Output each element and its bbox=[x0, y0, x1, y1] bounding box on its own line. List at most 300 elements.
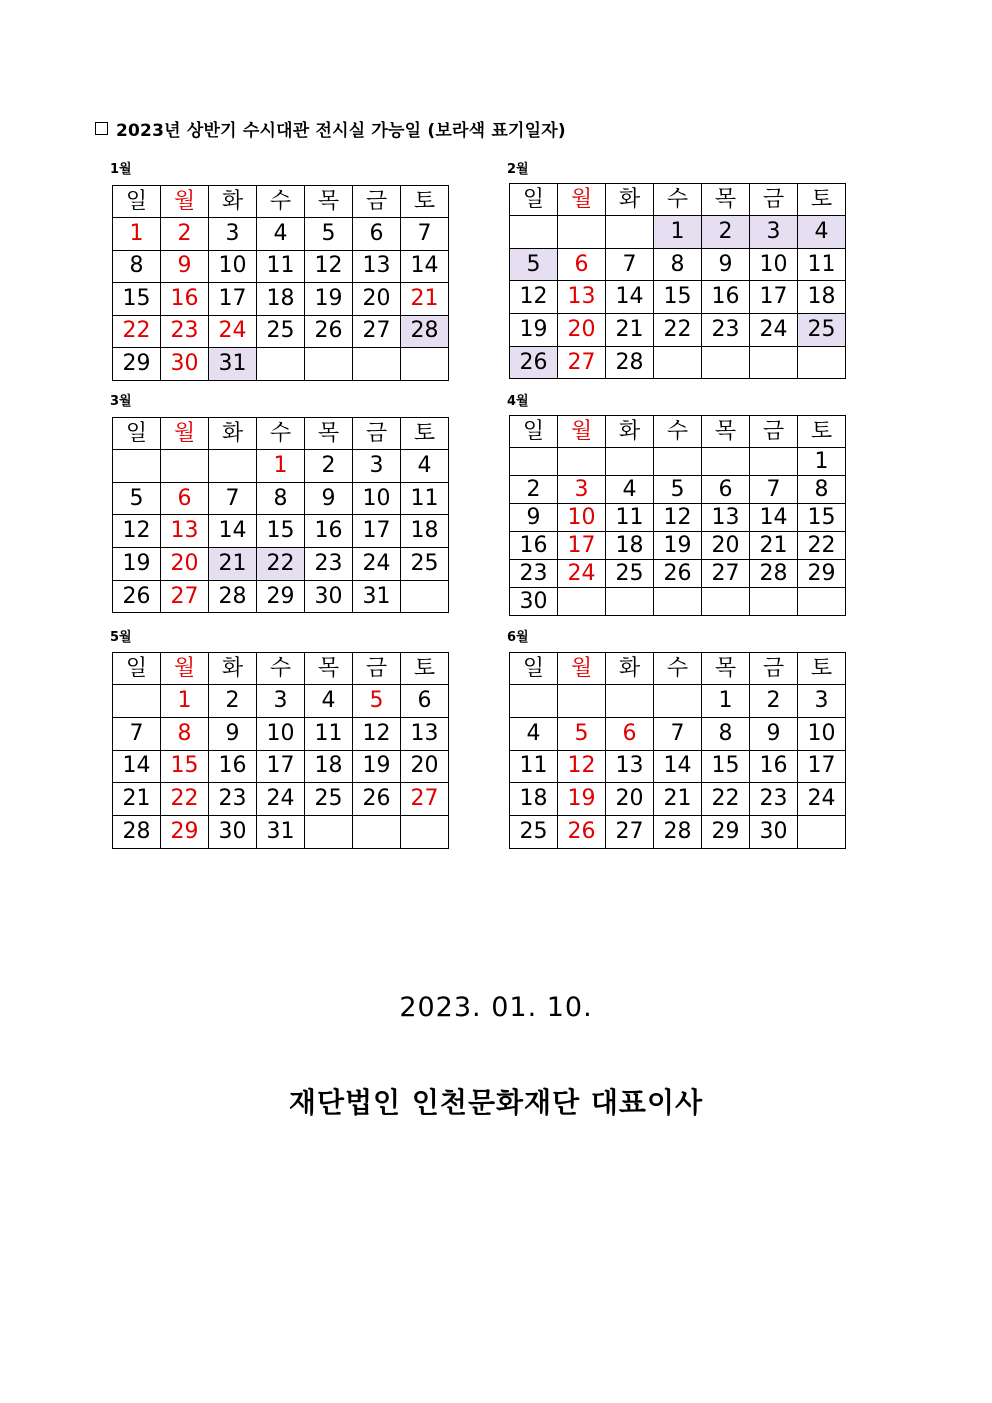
day-cell: 12 bbox=[654, 504, 702, 532]
weekday-header-row bbox=[510, 184, 846, 216]
empty-day-cell bbox=[558, 216, 606, 249]
weekday-header: 금 bbox=[750, 416, 798, 448]
day-cell: 14 bbox=[401, 250, 449, 283]
empty-day-cell bbox=[558, 448, 606, 476]
day-cell: 12 bbox=[558, 750, 606, 783]
day-cell: 10 bbox=[257, 717, 305, 750]
day-cell: 1 bbox=[257, 450, 305, 483]
week-row bbox=[113, 580, 449, 613]
day-cell: 24 bbox=[257, 783, 305, 816]
weekday-header: 수 bbox=[257, 653, 305, 685]
empty-day-cell bbox=[401, 348, 449, 381]
weekday-header: 월 bbox=[558, 653, 606, 685]
week-row bbox=[510, 346, 846, 379]
day-cell: 20 bbox=[702, 532, 750, 560]
week-row bbox=[113, 515, 449, 548]
day-cell: 24 bbox=[558, 560, 606, 588]
day-cell: 3 bbox=[353, 450, 401, 483]
day-cell: 12 bbox=[305, 250, 353, 283]
week-row bbox=[510, 560, 846, 588]
day-cell: 28 bbox=[606, 346, 654, 379]
day-cell: 4 bbox=[510, 717, 558, 750]
day-cell: 15 bbox=[654, 281, 702, 314]
day-cell: 17 bbox=[798, 750, 846, 783]
empty-day-cell bbox=[702, 448, 750, 476]
weekday-header: 월 bbox=[161, 418, 209, 450]
weekday-header: 목 bbox=[702, 184, 750, 216]
day-cell: 8 bbox=[702, 717, 750, 750]
day-cell: 13 bbox=[702, 504, 750, 532]
day-cell: 20 bbox=[401, 750, 449, 783]
week-row bbox=[113, 717, 449, 750]
day-cell: 2 bbox=[161, 218, 209, 251]
day-cell: 7 bbox=[209, 482, 257, 515]
day-cell: 13 bbox=[606, 750, 654, 783]
empty-day-cell bbox=[798, 816, 846, 849]
weekday-header: 목 bbox=[305, 418, 353, 450]
day-cell: 18 bbox=[305, 750, 353, 783]
month-label-mar: 3월 bbox=[110, 394, 132, 409]
weekday-header: 일 bbox=[510, 184, 558, 216]
empty-day-cell bbox=[606, 216, 654, 249]
day-cell: 23 bbox=[750, 783, 798, 816]
day-cell: 9 bbox=[161, 250, 209, 283]
day-cell: 30 bbox=[161, 348, 209, 381]
day-cell: 30 bbox=[209, 816, 257, 849]
empty-day-cell bbox=[606, 588, 654, 616]
week-row bbox=[113, 750, 449, 783]
day-cell: 10 bbox=[209, 250, 257, 283]
day-cell: 7 bbox=[606, 248, 654, 281]
day-cell: 23 bbox=[209, 783, 257, 816]
heading-text: 2023년 상반기 수시대관 전시실 가능일 (보라색 표기일자) bbox=[116, 121, 566, 141]
day-cell: 28 bbox=[209, 580, 257, 613]
day-cell: 20 bbox=[353, 283, 401, 316]
day-cell: 29 bbox=[798, 560, 846, 588]
weekday-header: 월 bbox=[558, 416, 606, 448]
day-cell: 25 bbox=[798, 314, 846, 347]
empty-day-cell bbox=[401, 816, 449, 849]
day-cell: 8 bbox=[113, 250, 161, 283]
month-label-may: 5월 bbox=[110, 630, 132, 645]
day-cell: 19 bbox=[353, 750, 401, 783]
calendar-march bbox=[112, 417, 449, 613]
day-cell: 7 bbox=[654, 717, 702, 750]
empty-day-cell bbox=[654, 346, 702, 379]
day-cell: 19 bbox=[510, 314, 558, 347]
weekday-header-row bbox=[510, 653, 846, 685]
week-row bbox=[113, 548, 449, 581]
day-cell: 14 bbox=[654, 750, 702, 783]
day-cell: 5 bbox=[305, 218, 353, 251]
empty-day-cell bbox=[558, 588, 606, 616]
day-cell: 22 bbox=[702, 783, 750, 816]
day-cell: 6 bbox=[353, 218, 401, 251]
day-cell: 27 bbox=[401, 783, 449, 816]
week-row bbox=[510, 588, 846, 616]
signer-line: 재단법인 인천문화재단 대표이사 bbox=[288, 1086, 704, 1119]
day-cell: 30 bbox=[305, 580, 353, 613]
day-cell: 15 bbox=[257, 515, 305, 548]
day-cell: 28 bbox=[750, 560, 798, 588]
day-cell: 3 bbox=[558, 476, 606, 504]
empty-day-cell bbox=[606, 448, 654, 476]
day-cell: 17 bbox=[209, 283, 257, 316]
week-row bbox=[510, 816, 846, 849]
day-cell: 9 bbox=[510, 504, 558, 532]
day-cell: 3 bbox=[750, 216, 798, 249]
day-cell: 2 bbox=[305, 450, 353, 483]
day-cell: 22 bbox=[798, 532, 846, 560]
week-row bbox=[510, 281, 846, 314]
day-cell: 29 bbox=[161, 816, 209, 849]
empty-day-cell bbox=[510, 448, 558, 476]
weekday-header-row bbox=[113, 653, 449, 685]
day-cell: 6 bbox=[401, 685, 449, 718]
day-cell: 22 bbox=[113, 315, 161, 348]
week-row bbox=[113, 685, 449, 718]
day-cell: 5 bbox=[353, 685, 401, 718]
day-cell: 8 bbox=[257, 482, 305, 515]
weekday-header: 목 bbox=[305, 653, 353, 685]
day-cell: 9 bbox=[209, 717, 257, 750]
empty-day-cell bbox=[558, 685, 606, 718]
day-cell: 11 bbox=[510, 750, 558, 783]
empty-day-cell bbox=[161, 450, 209, 483]
day-cell: 18 bbox=[510, 783, 558, 816]
empty-day-cell bbox=[798, 346, 846, 379]
day-cell: 26 bbox=[654, 560, 702, 588]
day-cell: 24 bbox=[353, 548, 401, 581]
weekday-header: 금 bbox=[750, 184, 798, 216]
empty-day-cell bbox=[798, 588, 846, 616]
day-cell: 10 bbox=[558, 504, 606, 532]
day-cell: 15 bbox=[161, 750, 209, 783]
day-cell: 4 bbox=[798, 216, 846, 249]
day-cell: 21 bbox=[401, 283, 449, 316]
day-cell: 29 bbox=[113, 348, 161, 381]
day-cell: 1 bbox=[798, 448, 846, 476]
weekday-header: 수 bbox=[654, 416, 702, 448]
day-cell: 12 bbox=[113, 515, 161, 548]
checkbox-bullet-icon bbox=[95, 122, 108, 135]
day-cell: 4 bbox=[606, 476, 654, 504]
weekday-header: 화 bbox=[606, 653, 654, 685]
day-cell: 19 bbox=[113, 548, 161, 581]
day-cell: 26 bbox=[510, 346, 558, 379]
day-cell: 11 bbox=[305, 717, 353, 750]
weekday-header: 월 bbox=[161, 186, 209, 218]
weekday-header: 금 bbox=[353, 418, 401, 450]
week-row bbox=[113, 348, 449, 381]
weekday-header: 화 bbox=[606, 184, 654, 216]
day-cell: 27 bbox=[606, 816, 654, 849]
day-cell: 17 bbox=[558, 532, 606, 560]
day-cell: 2 bbox=[750, 685, 798, 718]
week-row bbox=[113, 783, 449, 816]
weekday-header: 금 bbox=[353, 653, 401, 685]
day-cell: 7 bbox=[750, 476, 798, 504]
day-cell: 22 bbox=[161, 783, 209, 816]
week-row bbox=[510, 314, 846, 347]
week-row bbox=[510, 750, 846, 783]
day-cell: 16 bbox=[209, 750, 257, 783]
day-cell: 13 bbox=[558, 281, 606, 314]
day-cell: 21 bbox=[113, 783, 161, 816]
day-cell: 15 bbox=[798, 504, 846, 532]
day-cell: 10 bbox=[798, 717, 846, 750]
day-cell: 23 bbox=[161, 315, 209, 348]
day-cell: 7 bbox=[113, 717, 161, 750]
day-cell: 9 bbox=[702, 248, 750, 281]
empty-day-cell bbox=[113, 450, 161, 483]
day-cell: 15 bbox=[702, 750, 750, 783]
day-cell: 23 bbox=[702, 314, 750, 347]
empty-day-cell bbox=[510, 216, 558, 249]
day-cell: 14 bbox=[113, 750, 161, 783]
day-cell: 28 bbox=[654, 816, 702, 849]
day-cell: 25 bbox=[401, 548, 449, 581]
day-cell: 21 bbox=[750, 532, 798, 560]
weekday-header: 월 bbox=[161, 653, 209, 685]
week-row bbox=[510, 783, 846, 816]
day-cell: 30 bbox=[510, 588, 558, 616]
day-cell: 25 bbox=[510, 816, 558, 849]
day-cell: 28 bbox=[113, 816, 161, 849]
day-cell: 20 bbox=[558, 314, 606, 347]
weekday-header: 목 bbox=[702, 416, 750, 448]
weekday-header: 화 bbox=[209, 186, 257, 218]
day-cell: 7 bbox=[401, 218, 449, 251]
day-cell: 13 bbox=[161, 515, 209, 548]
weekday-header: 일 bbox=[113, 418, 161, 450]
day-cell: 6 bbox=[558, 248, 606, 281]
weekday-header: 수 bbox=[257, 418, 305, 450]
day-cell: 18 bbox=[798, 281, 846, 314]
weekday-header: 일 bbox=[510, 416, 558, 448]
day-cell: 31 bbox=[257, 816, 305, 849]
day-cell: 6 bbox=[161, 482, 209, 515]
empty-day-cell bbox=[702, 346, 750, 379]
week-row bbox=[510, 504, 846, 532]
page-heading bbox=[95, 116, 566, 141]
weekday-header: 화 bbox=[209, 653, 257, 685]
empty-day-cell bbox=[750, 346, 798, 379]
day-cell: 25 bbox=[257, 315, 305, 348]
weekday-header: 토 bbox=[401, 186, 449, 218]
day-cell: 18 bbox=[606, 532, 654, 560]
day-cell: 13 bbox=[401, 717, 449, 750]
day-cell: 13 bbox=[353, 250, 401, 283]
day-cell: 17 bbox=[257, 750, 305, 783]
month-label-jan: 1월 bbox=[110, 162, 132, 177]
day-cell: 14 bbox=[209, 515, 257, 548]
empty-day-cell bbox=[257, 348, 305, 381]
day-cell: 20 bbox=[606, 783, 654, 816]
day-cell: 10 bbox=[750, 248, 798, 281]
day-cell: 3 bbox=[798, 685, 846, 718]
day-cell: 14 bbox=[606, 281, 654, 314]
day-cell: 16 bbox=[510, 532, 558, 560]
day-cell: 2 bbox=[209, 685, 257, 718]
empty-day-cell bbox=[401, 580, 449, 613]
empty-day-cell bbox=[654, 685, 702, 718]
day-cell: 26 bbox=[305, 315, 353, 348]
day-cell: 26 bbox=[353, 783, 401, 816]
week-row bbox=[510, 476, 846, 504]
week-row bbox=[113, 816, 449, 849]
weekday-header: 수 bbox=[257, 186, 305, 218]
day-cell: 26 bbox=[558, 816, 606, 849]
weekday-header: 토 bbox=[798, 184, 846, 216]
day-cell: 3 bbox=[209, 218, 257, 251]
weekday-header: 금 bbox=[353, 186, 401, 218]
day-cell: 31 bbox=[209, 348, 257, 381]
day-cell: 24 bbox=[750, 314, 798, 347]
week-row bbox=[113, 218, 449, 251]
weekday-header: 금 bbox=[750, 653, 798, 685]
day-cell: 12 bbox=[353, 717, 401, 750]
month-label-feb: 2월 bbox=[507, 162, 529, 177]
calendar-february bbox=[509, 183, 846, 379]
calendar-april bbox=[509, 415, 846, 616]
month-label-jun: 6월 bbox=[507, 630, 529, 645]
week-row bbox=[113, 283, 449, 316]
issue-date: 2023. 01. 10. bbox=[399, 992, 593, 1023]
day-cell: 12 bbox=[510, 281, 558, 314]
empty-day-cell bbox=[353, 816, 401, 849]
day-cell: 9 bbox=[305, 482, 353, 515]
day-cell: 30 bbox=[750, 816, 798, 849]
day-cell: 6 bbox=[606, 717, 654, 750]
day-cell: 31 bbox=[353, 580, 401, 613]
weekday-header: 화 bbox=[209, 418, 257, 450]
empty-day-cell bbox=[750, 448, 798, 476]
day-cell: 17 bbox=[750, 281, 798, 314]
weekday-header: 토 bbox=[401, 653, 449, 685]
day-cell: 24 bbox=[798, 783, 846, 816]
calendar-june bbox=[509, 652, 846, 849]
day-cell: 5 bbox=[510, 248, 558, 281]
week-row bbox=[510, 717, 846, 750]
day-cell: 4 bbox=[257, 218, 305, 251]
day-cell: 16 bbox=[750, 750, 798, 783]
empty-day-cell bbox=[654, 448, 702, 476]
weekday-header: 토 bbox=[798, 416, 846, 448]
day-cell: 5 bbox=[654, 476, 702, 504]
week-row bbox=[113, 482, 449, 515]
day-cell: 27 bbox=[161, 580, 209, 613]
day-cell: 27 bbox=[702, 560, 750, 588]
weekday-header: 일 bbox=[113, 186, 161, 218]
weekday-header-row bbox=[510, 416, 846, 448]
day-cell: 1 bbox=[654, 216, 702, 249]
week-row bbox=[113, 450, 449, 483]
empty-day-cell bbox=[209, 450, 257, 483]
day-cell: 19 bbox=[305, 283, 353, 316]
day-cell: 19 bbox=[654, 532, 702, 560]
day-cell: 28 bbox=[401, 315, 449, 348]
empty-day-cell bbox=[510, 685, 558, 718]
empty-day-cell bbox=[606, 685, 654, 718]
day-cell: 5 bbox=[113, 482, 161, 515]
weekday-header: 일 bbox=[113, 653, 161, 685]
day-cell: 21 bbox=[654, 783, 702, 816]
day-cell: 27 bbox=[558, 346, 606, 379]
day-cell: 21 bbox=[606, 314, 654, 347]
empty-day-cell bbox=[305, 816, 353, 849]
week-row bbox=[510, 216, 846, 249]
day-cell: 6 bbox=[702, 476, 750, 504]
empty-day-cell bbox=[113, 685, 161, 718]
week-row bbox=[510, 685, 846, 718]
weekday-header-row bbox=[113, 418, 449, 450]
day-cell: 27 bbox=[353, 315, 401, 348]
day-cell: 16 bbox=[702, 281, 750, 314]
empty-day-cell bbox=[305, 348, 353, 381]
day-cell: 14 bbox=[750, 504, 798, 532]
day-cell: 9 bbox=[750, 717, 798, 750]
weekday-header: 토 bbox=[401, 418, 449, 450]
weekday-header: 월 bbox=[558, 184, 606, 216]
weekday-header: 일 bbox=[510, 653, 558, 685]
day-cell: 26 bbox=[113, 580, 161, 613]
day-cell: 8 bbox=[654, 248, 702, 281]
day-cell: 3 bbox=[257, 685, 305, 718]
day-cell: 8 bbox=[798, 476, 846, 504]
day-cell: 16 bbox=[305, 515, 353, 548]
weekday-header: 수 bbox=[654, 653, 702, 685]
day-cell: 18 bbox=[401, 515, 449, 548]
day-cell: 19 bbox=[558, 783, 606, 816]
day-cell: 11 bbox=[257, 250, 305, 283]
day-cell: 24 bbox=[209, 315, 257, 348]
day-cell: 11 bbox=[606, 504, 654, 532]
calendar-january bbox=[112, 185, 449, 381]
weekday-header: 화 bbox=[606, 416, 654, 448]
day-cell: 17 bbox=[353, 515, 401, 548]
day-cell: 22 bbox=[654, 314, 702, 347]
day-cell: 25 bbox=[606, 560, 654, 588]
empty-day-cell bbox=[353, 348, 401, 381]
week-row bbox=[113, 250, 449, 283]
weekday-header-row bbox=[113, 186, 449, 218]
day-cell: 18 bbox=[257, 283, 305, 316]
empty-day-cell bbox=[654, 588, 702, 616]
day-cell: 5 bbox=[558, 717, 606, 750]
day-cell: 21 bbox=[209, 548, 257, 581]
day-cell: 1 bbox=[161, 685, 209, 718]
weekday-header: 목 bbox=[305, 186, 353, 218]
day-cell: 2 bbox=[702, 216, 750, 249]
day-cell: 29 bbox=[257, 580, 305, 613]
month-label-apr: 4월 bbox=[507, 394, 529, 409]
day-cell: 4 bbox=[401, 450, 449, 483]
day-cell: 15 bbox=[113, 283, 161, 316]
day-cell: 10 bbox=[353, 482, 401, 515]
day-cell: 8 bbox=[161, 717, 209, 750]
weekday-header: 토 bbox=[798, 653, 846, 685]
day-cell: 1 bbox=[702, 685, 750, 718]
week-row bbox=[510, 448, 846, 476]
week-row bbox=[510, 532, 846, 560]
day-cell: 11 bbox=[401, 482, 449, 515]
week-row bbox=[510, 248, 846, 281]
week-row bbox=[113, 315, 449, 348]
day-cell: 4 bbox=[305, 685, 353, 718]
day-cell: 11 bbox=[798, 248, 846, 281]
day-cell: 22 bbox=[257, 548, 305, 581]
